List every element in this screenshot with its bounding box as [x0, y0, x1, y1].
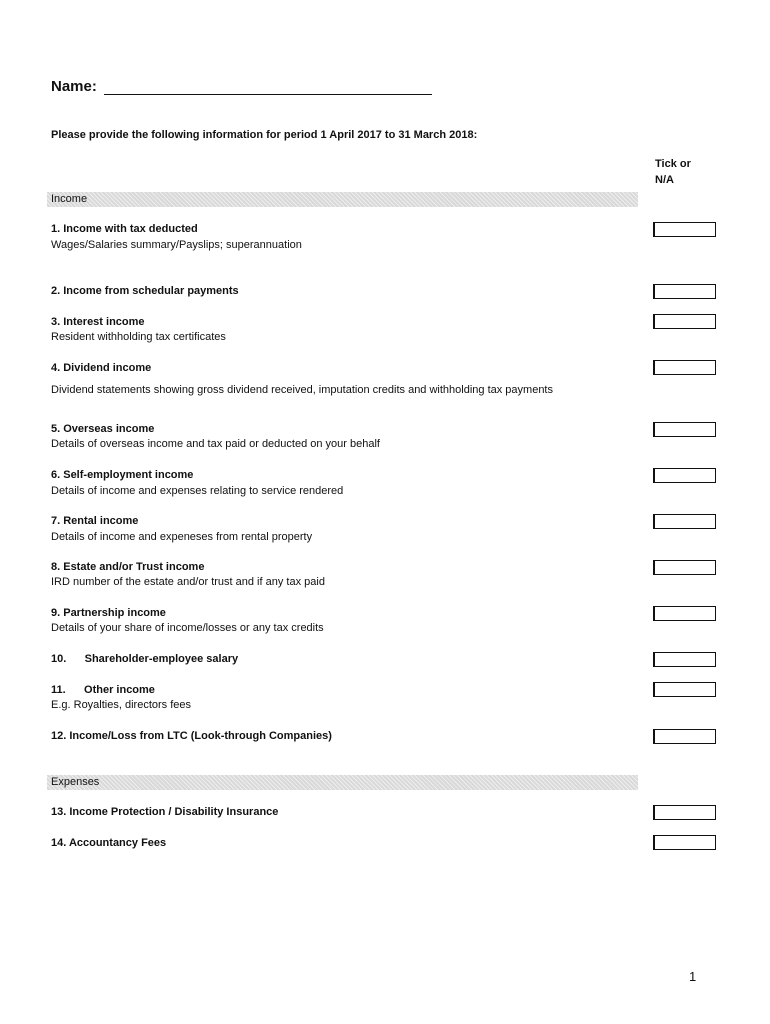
tick-box-1[interactable]: [653, 222, 716, 237]
name-label: Name:: [51, 78, 97, 95]
item-title: 2. Income from schedular payments: [51, 285, 239, 297]
item-desc: IRD number of the estate and/or trust and if any tax paid: [51, 576, 325, 588]
item-title: 14. Accountancy Fees: [51, 837, 167, 849]
tick-column-heading: [655, 156, 715, 188]
item-desc: Dividend statements showing gross dividend received, imputation credits and withholding tax payments: [51, 384, 553, 396]
item-desc: Details of income and expeneses from rental property: [51, 531, 313, 543]
tick-box-13[interactable]: [653, 805, 716, 820]
tick-box-14[interactable]: [653, 835, 716, 850]
item-desc: Details of your share of income/losses or any tax credits: [51, 622, 324, 634]
tick-box-6[interactable]: [653, 468, 716, 483]
item-title: 10. Shareholder-employee salary: [51, 653, 239, 665]
tick-box-5[interactable]: [653, 422, 716, 437]
item-desc: Resident withholding tax certificates: [51, 331, 226, 343]
item-title: 5. Overseas income: [51, 423, 155, 435]
tick-column-heading-line1: Tick or: [655, 158, 691, 170]
item-title: 13. Income Protection / Disability Insurance: [51, 806, 279, 818]
tick-column-heading-line2: N/A: [655, 174, 674, 186]
item-title: 8. Estate and/or Trust income: [51, 561, 205, 573]
tick-box-11[interactable]: [653, 682, 716, 697]
item-title: 9. Partnership income: [51, 607, 166, 619]
tick-box-7[interactable]: [653, 514, 716, 529]
item-title: 11. Other income: [51, 684, 155, 696]
name-field[interactable]: [104, 94, 432, 95]
tick-box-9[interactable]: [653, 606, 716, 621]
section-expenses: Expenses: [47, 775, 638, 790]
tick-box-8[interactable]: [653, 560, 716, 575]
page-number: 1: [689, 969, 697, 984]
item-desc: E.g. Royalties, directors fees: [51, 699, 192, 711]
period-instructions: Please provide the following information for period 1 April 2017 to 31 March 2018:: [51, 129, 478, 141]
item-title: 1. Income with tax deducted: [51, 223, 198, 235]
tick-box-10[interactable]: [653, 652, 716, 667]
item-title: 7. Rental income: [51, 515, 139, 527]
item-desc: Details of income and expenses relating to service rendered: [51, 485, 344, 497]
tick-box-4[interactable]: [653, 360, 716, 375]
item-title: 6. Self-employment income: [51, 469, 194, 481]
item-title: 3. Interest income: [51, 316, 145, 328]
item-title: 4. Dividend income: [51, 362, 152, 374]
item-desc: Details of overseas income and tax paid or deducted on your behalf: [51, 438, 380, 450]
item-title: 12. Income/Loss from LTC (Look-through Companies): [51, 730, 332, 742]
item-desc: Wages/Salaries summary/Payslips; superannuation: [51, 239, 302, 251]
tick-box-3[interactable]: [653, 314, 716, 329]
tick-box-12[interactable]: [653, 729, 716, 744]
section-income: Income: [47, 192, 638, 207]
tick-box-2[interactable]: [653, 284, 716, 299]
